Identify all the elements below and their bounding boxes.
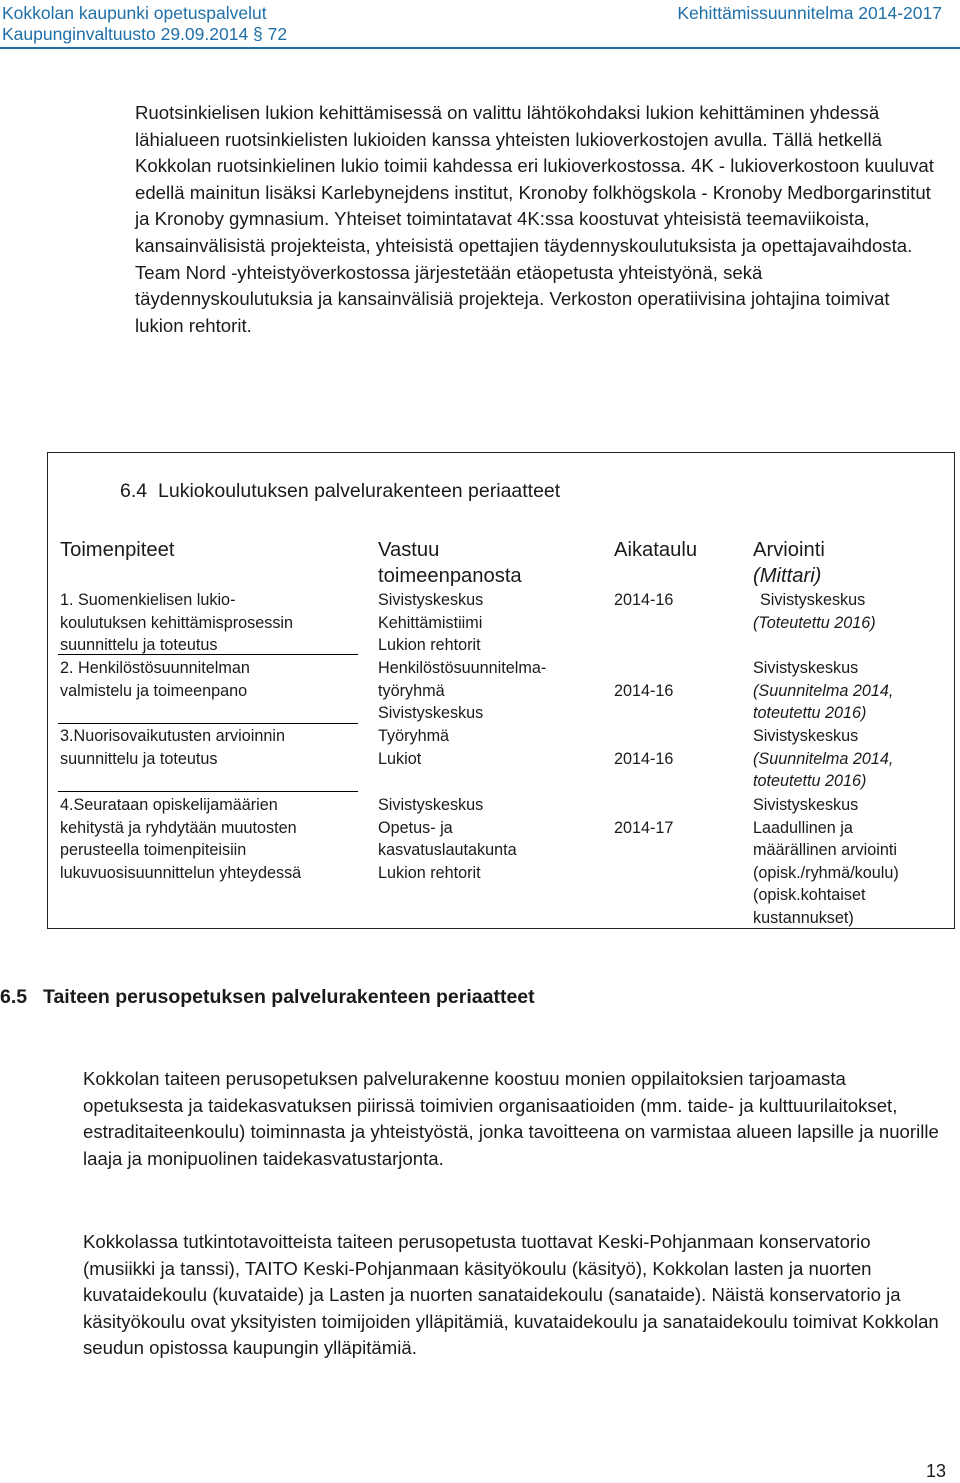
cell-line: Kehittämistiimi	[378, 613, 483, 632]
cell-line: (Toteutettu 2016)	[753, 613, 876, 632]
cell-line: toteutettu 2016)	[753, 704, 867, 723]
table-row-3-evaluation	[753, 725, 893, 793]
cell-line: 3.Nuorisovaikutusten arvioinnin	[60, 727, 285, 745]
table-row-4-measure	[60, 794, 301, 884]
cell-line: Lukiot	[378, 749, 422, 768]
header-org: Kokkolan kaupunki opetuspalvelut	[2, 3, 267, 23]
header-right	[677, 3, 942, 24]
cell-line: 2. Henkilöstösuunnitelman	[60, 659, 250, 677]
cell-line: kehitystä ja ryhdytään muutosten	[60, 818, 297, 837]
section-title: Lukiokoulutuksen palvelurakenteen periaatteet	[158, 480, 561, 502]
cell-line: Lukion rehtorit	[378, 636, 481, 655]
cell-line: Henkilöstösuunnitelma-	[378, 659, 547, 677]
col-header-line: (Mittari)	[753, 565, 822, 587]
col-header-evaluation	[753, 537, 825, 589]
cell-line: Työryhmä	[378, 727, 450, 745]
row-separator	[58, 791, 358, 792]
table-row-1-schedule: 2014-16	[614, 591, 674, 609]
page-number: 13	[925, 1461, 946, 1481]
cell-line: (Suunnitelma 2014,	[753, 681, 894, 700]
cell-line: toteutettu 2016)	[753, 772, 867, 791]
col-header-line: Vastuu	[378, 539, 440, 561]
cell-line: kustannukset)	[753, 908, 854, 927]
intro-text	[135, 100, 935, 339]
intro-paragraph: Ruotsinkielisen lukion kehittämisessä on valittu lähtökohdaksi lukion kehittäminen yhdessä lähialueen ruotsinkielisten lukioiden kanssa yhteisten lukioverkostojen avulla. Tällä hetkellä Kokkolan ruotsinkielinen lukio toimii kahdessa eri lukioverkostossa. 4K - lukioverkostoon kuuluvat edellä mainitun lisäksi Karlebynejdens institut, Kronoby folkhögskola - Kronoby Medborgarinstitut ja Kronoby gymnasium. Yhteiset toimintatavat 4K:ssa koostuvat yhteisistä teemaviikoista, kansainvälisistä projekteista, yhteisistä opettajien täydennyskoulutuksista ja opettajavaihdosta.	[135, 102, 934, 256]
cell-line: kasvatuslautakunta	[378, 841, 517, 860]
cell-line: Sivistyskeskus	[378, 796, 484, 814]
cell-line: Sivistyskeskus	[760, 591, 866, 609]
col-header-schedule: Aikataulu	[614, 539, 698, 561]
cell-line: 4.Seurataan opiskelijamäärien	[60, 796, 278, 814]
cell-line: 1. Suomenkielisen lukio-	[60, 591, 236, 609]
cell-line: suunnittelu ja toteutus	[60, 636, 218, 655]
cell-line: lukuvuosisuunnittelun yhteydessä	[60, 863, 302, 882]
table-row-4-schedule: 2014-17	[614, 819, 674, 837]
cell-line: perusteella toimenpiteisiin	[60, 841, 247, 860]
header-left	[2, 3, 287, 45]
table-row-1-evaluation	[753, 589, 876, 634]
body-paragraph: Kokkolassa tutkintotavoitteista taiteen perusopetusta tuottavat Keski-Pohjanmaan konservatorio (musiikki ja tanssi), TAITO Keski-Pohjanmaan käsityökoulu (käsityö), Kokkolan lasten ja nuorten kuvataidekoulu (kuvataide) ja Lasten ja nuorten sanataidekoulu (sanataide). Näistä konservatorio ja käsityökoulu ovat yksityisten toimijoiden ylläpitämiä, kuvataidekoulu ja sanataidekoulu toimivat Kokkolan seudun opistossa kaupungin ylläpitämiä.	[83, 1231, 939, 1359]
table-row-1-responsible	[378, 589, 483, 657]
cell-line: työryhmä	[378, 681, 445, 700]
col-header-line: toimeenpanosta	[378, 565, 522, 587]
col-header-measures: Toimenpiteet	[60, 539, 175, 561]
col-header-line: Arviointi	[753, 539, 825, 561]
table-row-2-evaluation	[753, 657, 893, 725]
table-row-3-schedule: 2014-16	[614, 750, 674, 768]
section-6-5-heading	[0, 986, 535, 1009]
cell-line: Sivistyskeskus	[753, 659, 859, 677]
body-paragraph: Kokkolan taiteen perusopetuksen palvelurakenne koostuu monien oppilaitoksien tarjoamasta opetuksesta ja taidekasvatuksen piirissä toimivien organisaatioiden (mm. taide- ja kulttuurilaitokset, estraditaiteenkoulu) toiminnasta ja yhteistyöstä, jonka tavoitteena on varmistaa alueen lapsille ja nuorille laaja ja monipuolinen taidekasvatustarjonta.	[83, 1068, 939, 1169]
cell-line: (opisk./ryhmä/koulu)	[753, 863, 899, 882]
header-divider	[0, 47, 960, 49]
cell-line: suunnittelu ja toteutus	[60, 749, 218, 768]
row-separator	[58, 723, 358, 724]
cell-line: koulutuksen kehittämisprosessin	[60, 613, 294, 632]
section-number: 6.4	[120, 480, 148, 502]
cell-line: Opetus- ja	[378, 818, 453, 837]
table-row-4-responsible	[378, 794, 517, 884]
cell-line: valmistelu ja toimeenpano	[60, 681, 248, 700]
cell-line: määrällinen arviointi	[753, 841, 897, 860]
cell-line: Sivistyskeskus	[753, 727, 859, 745]
cell-line: Laadullinen ja	[753, 818, 853, 837]
header-doc-title: Kehittämissuunnitelma 2014-2017	[677, 3, 942, 23]
table-row-2-measure	[60, 657, 250, 702]
table-row-3-measure	[60, 725, 285, 770]
section-6-4-box	[47, 452, 955, 929]
table-row-2-responsible	[378, 657, 546, 725]
col-header-responsibility	[378, 537, 522, 589]
intro-paragraph: Team Nord -yhteistyöverkostossa järjestetään etäopetusta yhteistyönä, sekä täydennyskoulutuksia ja kansainvälisiä projekteja. Verkoston operatiivisina johtajina toimivat lukion rehtorit.	[135, 261, 890, 336]
cell-line: Sivistyskeskus	[378, 591, 484, 609]
header-section-number: 72	[267, 24, 288, 44]
cell-line: Sivistyskeskus	[378, 704, 484, 723]
cell-line: (Suunnitelma 2014,	[753, 749, 894, 768]
section-6-4-heading	[120, 480, 560, 503]
table-row-4-evaluation	[753, 794, 899, 930]
cell-line: Lukion rehtorit	[378, 863, 481, 882]
table-row-1-measure	[60, 589, 293, 657]
table-row-3-responsible	[378, 725, 449, 770]
section-number: 6.5	[0, 986, 28, 1008]
header-council-date: Kaupunginvaltuusto 29.09.2014	[2, 24, 249, 44]
header-council: Kaupunginvaltuusto 29.09.2014 § 72	[2, 24, 288, 44]
table-row-2-schedule: 2014-16	[614, 682, 674, 700]
row-separator	[58, 654, 358, 655]
section-title: Taiteen perusopetuksen palvelurakenteen periaatteet	[43, 986, 535, 1008]
cell-line: (opisk.kohtaiset	[753, 886, 866, 905]
cell-line: Sivistyskeskus	[753, 796, 859, 814]
